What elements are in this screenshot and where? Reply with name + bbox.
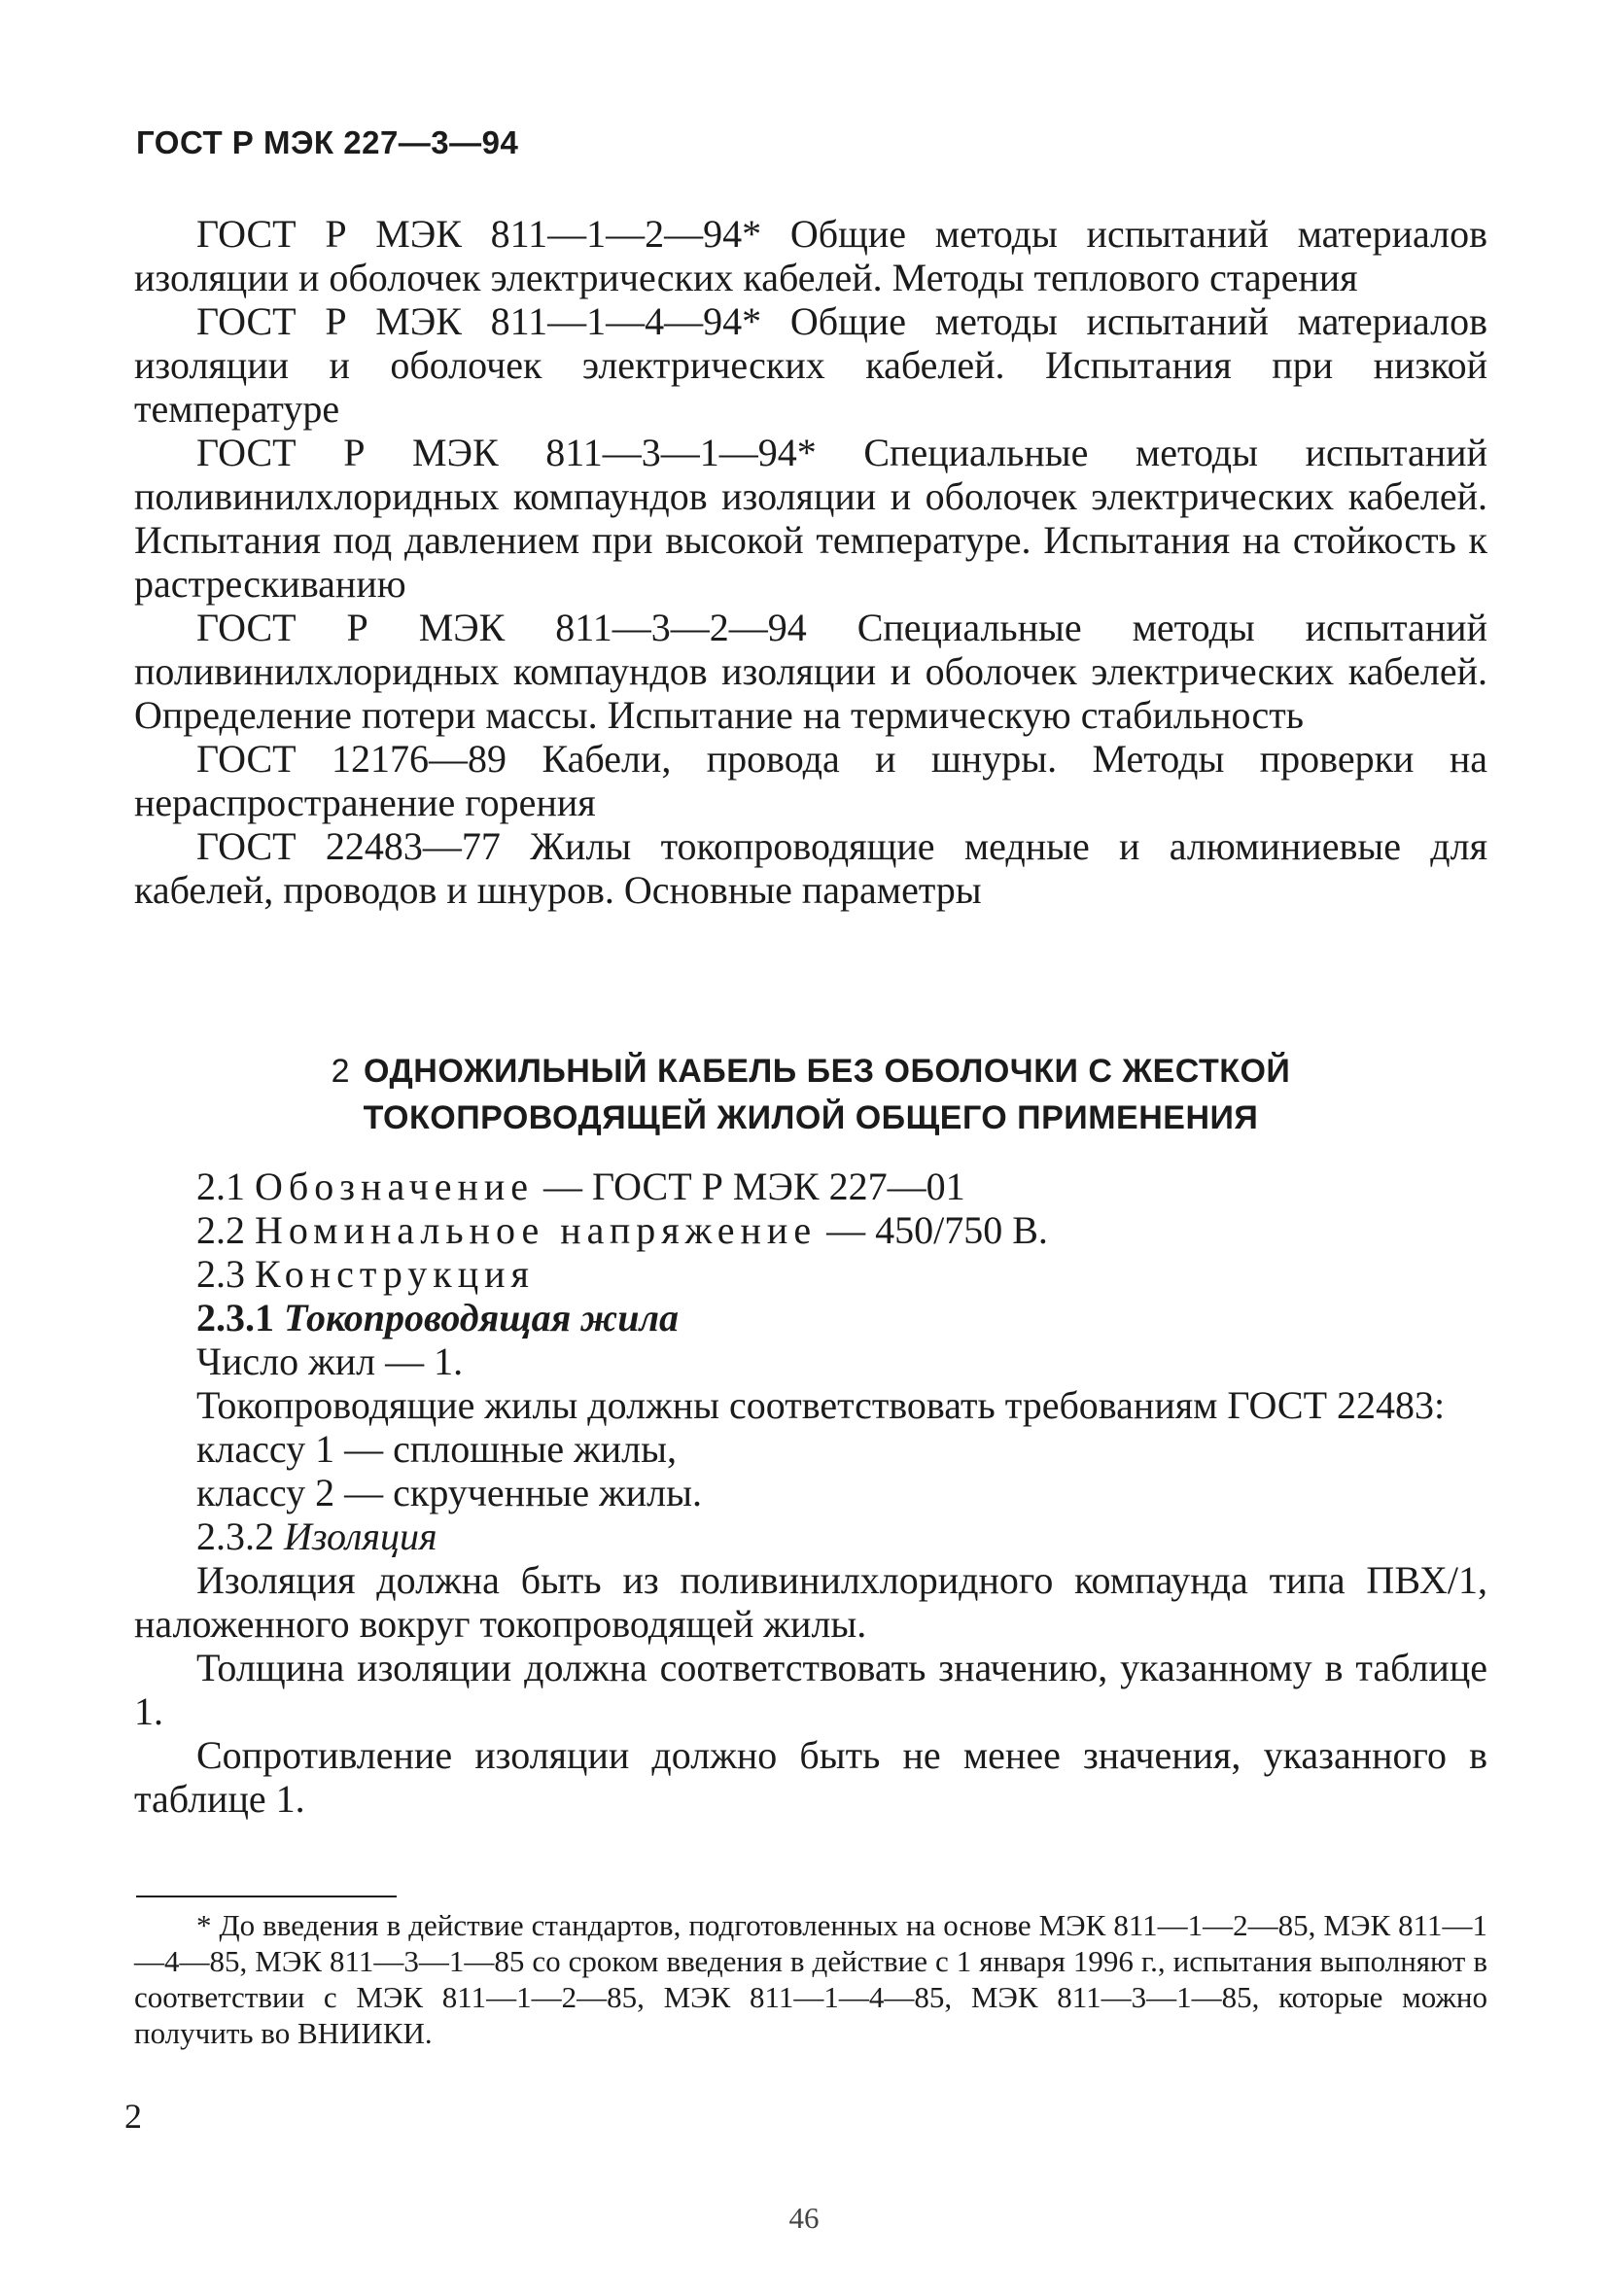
section-title-line-2: ТОКОПРОВОДЯЩЕЙ ЖИЛОЙ ОБЩЕГО ПРИМЕНЕНИЯ	[363, 1099, 1259, 1136]
insulation-resistance: Сопротивление изоляции должно быть не менее значения, указанного в таблице 1.	[134, 1733, 1487, 1821]
item-label: Изоляция	[284, 1514, 437, 1558]
footnote	[134, 1907, 1487, 2051]
reference-item: ГОСТ Р МЭК 811—1—2—94* Общие методы испытаний материалов изоляции и оболочек электрических кабелей. Методы теплового старения	[134, 212, 1487, 299]
section-number: 2	[331, 1053, 351, 1090]
item-value: — 450/750 В.	[826, 1208, 1048, 1252]
footnote-text: * До введения в действие стандартов, подготовленных на основе МЭК 811—1—2—85, МЭК 811—1—4—85, МЭК 811—3—1—85 со сроком введения в действие с 1 января 1996 г., испытания выполняют в соответствии с МЭК 811—1—2—85, МЭК 811—1—4—85, МЭК 811—3—1—85, которые можно получить во ВНИИКИ.	[134, 1908, 1487, 2050]
specification-section	[134, 1165, 1487, 1821]
sheet-number: 46	[788, 2201, 820, 2235]
reference-item: ГОСТ Р МЭК 811—3—2—94 Специальные методы испытаний поливинилхлоридных компаундов изоляции и оболочек электрических кабелей. Определение потери массы. Испытание на термическую стабильность	[134, 606, 1487, 737]
item-number: 2.2	[196, 1208, 245, 1252]
item-number: 2.3.2	[196, 1514, 274, 1558]
cores-requirement: Токопроводящие жилы должны соответствовать требованиям ГОСТ 22483:	[196, 1383, 1446, 1427]
class-1: классу 1 — сплошные жилы,	[196, 1427, 677, 1471]
item-number: 2.3.1	[196, 1296, 274, 1339]
spec-item-2-1	[134, 1165, 1487, 1208]
cores-count: Число жил — 1.	[196, 1339, 464, 1383]
spec-item-2-2	[134, 1208, 1487, 1252]
section-heading	[134, 1048, 1487, 1141]
spec-item-2-3-2	[134, 1514, 1487, 1558]
class-2: классу 2 — скрученные жилы.	[196, 1471, 702, 1514]
reference-item: ГОСТ Р МЭК 811—3—1—94* Специальные методы испытаний поливинилхлоридных компаундов изоляции и оболочек электрических кабелей. Испытания под давлением при высокой температуре. Испытания на стойкость к растрескиванию	[134, 431, 1487, 606]
item-number: 2.3	[196, 1252, 245, 1296]
spec-item-2-3-1	[134, 1296, 1487, 1339]
item-label: Конструкция	[255, 1252, 535, 1296]
spec-item-2-3	[134, 1252, 1487, 1296]
running-header: ГОСТ Р МЭК 227—3—94	[136, 124, 519, 160]
page-number: 2	[124, 2097, 142, 2136]
insulation-material: Изоляция должна быть из поливинилхлоридного компаунда типа ПВХ/1, наложенного вокруг токопроводящей жилы.	[134, 1558, 1487, 1646]
reference-item: ГОСТ Р МЭК 811—1—4—94* Общие методы испытаний материалов изоляции и оболочек электрических кабелей. Испытания при низкой температуре	[134, 299, 1487, 431]
item-label: Обозначение	[255, 1165, 535, 1208]
reference-item: ГОСТ 12176—89 Кабели, провода и шнуры. Методы проверки на нераспространение горения	[134, 737, 1487, 824]
footnote-divider	[136, 1896, 397, 1897]
item-label: Номинальное напряжение	[255, 1208, 818, 1252]
normative-references	[134, 212, 1487, 912]
item-label: Токопроводящая жила	[284, 1296, 680, 1339]
insulation-thickness: Толщина изоляции должна соответствовать значению, указанному в таблице 1.	[134, 1646, 1487, 1733]
item-value: — ГОСТ Р МЭК 227—01	[543, 1165, 965, 1208]
item-number: 2.1	[196, 1165, 245, 1208]
section-title-line-1: ОДНОЖИЛЬНЫЙ КАБЕЛЬ БЕЗ ОБОЛОЧКИ С ЖЕСТКОЙ	[364, 1053, 1291, 1090]
reference-item: ГОСТ 22483—77 Жилы токопроводящие медные и алюминиевые для кабелей, проводов и шнуров. Основные параметры	[134, 824, 1487, 912]
